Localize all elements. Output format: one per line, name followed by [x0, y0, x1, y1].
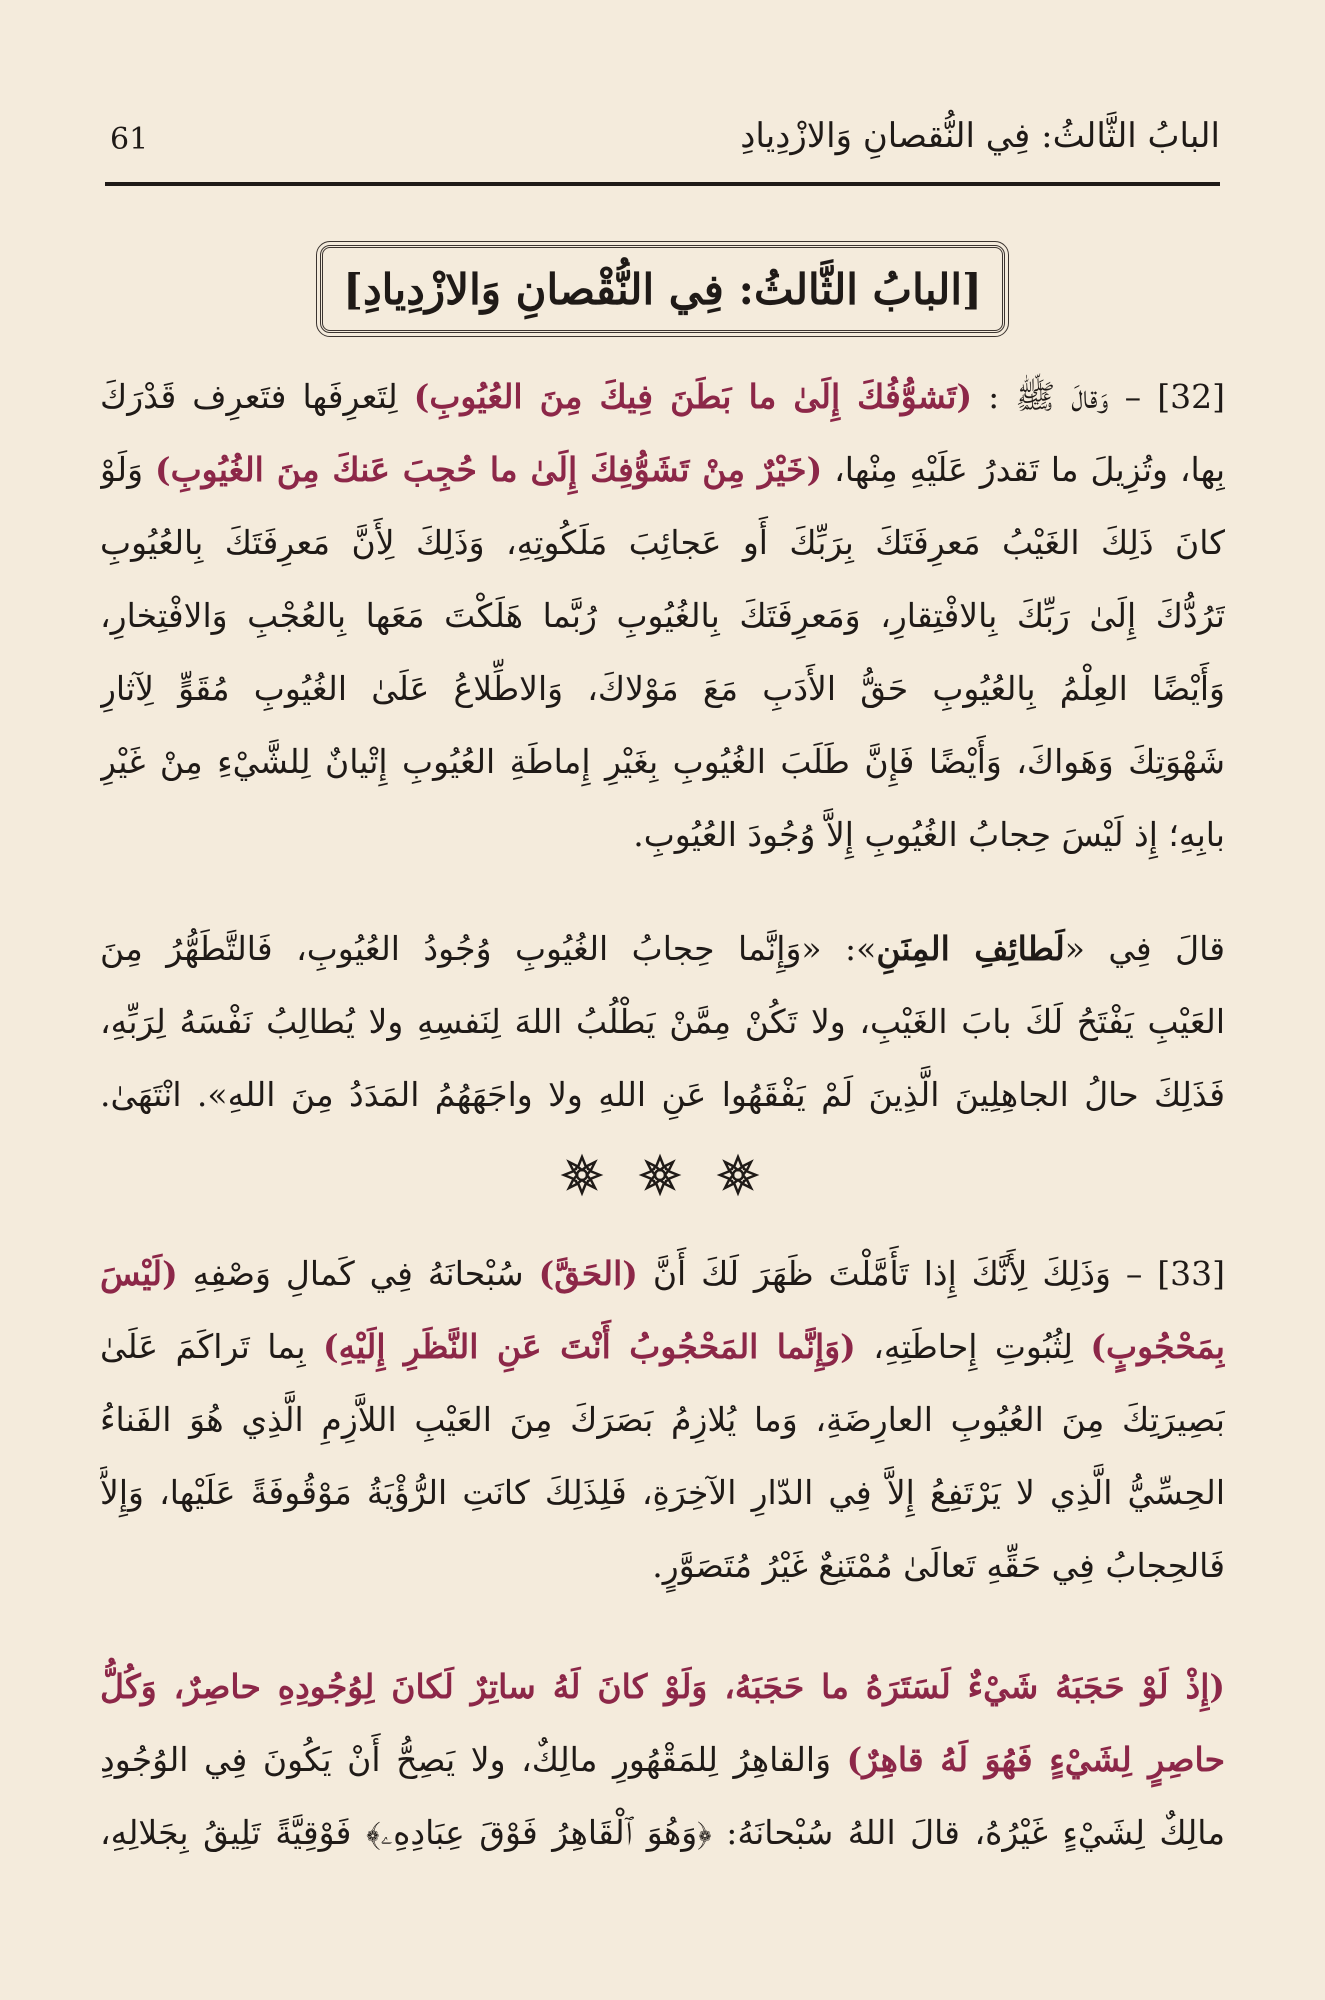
text-segment: لِثُبُوتِ إِحاطَتِهِ،	[855, 1327, 1091, 1366]
text-segment: [32] – وَقالَ ﷺ :	[972, 377, 1225, 416]
highlighted-text: (لَيْسَ	[100, 1254, 178, 1293]
highlighted-text: بِمَحْجُوبٍ)	[1090, 1327, 1225, 1366]
text-segment: وَالقاهِرُ لِلمَقْهُورِ مالِكٌ، ولا يَصِحُّ أَنْ يَكُونَ فِي الوُجُودِ	[100, 1740, 847, 1779]
text-line: بَصِيرَتِكَ مِنَ العُيُوبِ العارِضَةِ، وَما يُلازِمُ بَصَرَكَ مِنَ العَيْبِ اللاَّزِمِ الَّذِي هُوَ الفَناءُ	[100, 1400, 1225, 1439]
highlighted-text: (خَيْرٌ مِنْ تَشَوُّفِكَ إِلَىٰ ما حُجِبَ عَنكَ مِنَ الغُيُوبِ)	[154, 450, 823, 489]
paragraph-34	[100, 1650, 1225, 1869]
text-line	[100, 912, 1225, 985]
chapter-title: [البابُ الثَّالثُ: فِي النُّقْصانِ وَالازْدِيادِ]	[343, 264, 982, 314]
text-line: الحِسِّيُّ الَّذِي لا يَرْتَفِعُ إِلاَّ فِي الدّارِ الآخِرَةِ، فَلِذَلِكَ كانَتِ الرُّؤْيَةُ مَوْقُوفَةً عَلَيْها، وَإِلاَّ	[100, 1473, 1225, 1512]
text-line: تَرُدُّكَ إِلَىٰ رَبِّكَ بِالافْتِقارِ، وَمَعرِفَتَكَ بِالغُيُوبِ رُبَّما هَلَكْتَ مَعَها بِالعُجْبِ وَالافْتِخارِ،	[100, 596, 1225, 635]
text-line	[100, 1723, 1225, 1796]
text-segment: وَلَوْ	[100, 450, 155, 489]
text-line: شَهْوَتِكَ وَهَواكَ، وَأَيْضًا فَإِنَّ طَلَبَ الغُيُوبِ بِغَيْرِ إِماطَةِ العُيُوبِ إِتْيانٌ لِلشَّيْءِ مِنْ غَيْرِ	[100, 742, 1225, 781]
section-divider	[560, 1150, 760, 1200]
text-line	[100, 1237, 1225, 1310]
paragraph-32	[100, 360, 1225, 871]
text-segment: سُبْحانَهُ فِي كَمالِ وَصْفِهِ	[177, 1254, 539, 1293]
chapter-title-frame	[320, 245, 1005, 333]
text-line: وَأَيْضًا العِلْمُ بِالعُيُوبِ حَقُّ الأَدَبِ مَعَ مَوْلاكَ، وَالاطِّلاعُ عَلَىٰ الغُيُوبِ مُقَوٍّ لِآثارِ	[100, 669, 1225, 708]
flower-ornament-icon	[560, 1153, 604, 1197]
highlighted-text: (الحَقَّ)	[538, 1254, 638, 1293]
text-line: مالِكٌ لِشَيْءٍ غَيْرُهُ، قالَ اللهُ سُبْحانَهُ: ﴿وَهُوَ ٱلْقَاهِرُ فَوْقَ عِبَادِهِۦ﴾ فَوْقِيَّةً تَلِيقُ بِجَلالِهِ،	[100, 1813, 1225, 1852]
flower-ornament-icon	[716, 1153, 760, 1197]
text-line: العَيْبِ يَفْتَحُ لَكَ بابَ الغَيْبِ، ولا تَكُنْ مِمَّنْ يَطْلُبُ اللهَ لِنَفسِهِ ولا يُطالِبُ نَفْسَهُ لِرَبِّهِ،	[100, 1002, 1225, 1041]
text-segment: »: «وَإِنَّما حِجابُ الغُيُوبِ وُجُودُ العُيُوبِ، فَالتَّطَهُّرُ مِنَ	[100, 929, 877, 968]
text-segment: بِما تَراكَمَ عَلَىٰ	[100, 1327, 323, 1366]
text-line: فَذَلِكَ حالُ الجاهِلِينَ الَّذِينَ لَمْ يَفْقَهُوا عَنِ اللهِ ولا واجَهَهُمُ المَدَدُ مِنَ اللهِ». انْتَهَىٰ.	[100, 1075, 1225, 1114]
header-rule	[105, 182, 1220, 186]
text-segment: [33] – وَذَلِكَ لِأَنَّكَ إِذا تَأَمَّلْتَ ظَهَرَ لَكَ أَنَّ	[637, 1254, 1225, 1293]
paragraph-33	[100, 1237, 1225, 1602]
page-number: 61	[110, 122, 149, 157]
paragraph-lataif-quote	[100, 912, 1225, 1131]
text-line	[100, 1310, 1225, 1383]
text-segment: لِتَعرِفَها فتَعرِف قَدْرَكَ	[100, 377, 414, 416]
text-line: بابِهِ؛ إِذ لَيْسَ حِجابُ الغُيُوبِ إِلاَّ وُجُودَ العُيُوبِ.	[633, 815, 1225, 854]
highlighted-text: (وَإِنَّما المَحْجُوبُ أَنْتَ عَنِ النَّظَرِ إِلَيْهِ)	[323, 1327, 856, 1366]
highlighted-text-line: (إِذْ لَوْ حَجَبَهُ شَيْءٌ لَسَتَرَهُ ما حَجَبَهُ، وَلَوْ كانَ لَهُ ساتِرٌ لَكانَ لِوُجُودِهِ حاصِرٌ، وَكُلُّ	[100, 1667, 1225, 1706]
highlighted-text: حاصِرٍ لِشَيْءٍ فَهُوَ لَهُ قاهِرٌ)	[846, 1740, 1225, 1779]
text-segment: قالَ فِي «	[1064, 929, 1225, 968]
highlighted-text: (تَشوُّفُكَ إِلَىٰ ما بَطَنَ فِيكَ مِنَ العُيُوبِ)	[413, 377, 973, 416]
flower-ornament-icon	[638, 1153, 682, 1197]
book-title: لَطائِفِ المِنَنِ	[876, 929, 1065, 968]
text-line	[100, 433, 1225, 506]
running-header	[105, 112, 1220, 172]
text-segment: بِها، وتُزِيلَ ما تَقدرُ عَلَيْهِ مِنْها،	[822, 450, 1225, 489]
text-line	[100, 360, 1225, 433]
text-line: فَالحِجابُ فِي حَقِّهِ تَعالَىٰ مُمْتَنِعٌ غَيْرُ مُتَصَوَّرٍ.	[652, 1546, 1225, 1585]
running-title: البابُ الثَّالثُ: فِي النُّقصانِ وَالازْدِيادِ	[740, 116, 1220, 156]
text-line: كانَ ذَلِكَ الغَيْبُ مَعرِفَتَكَ بِرَبِّكَ أَو عَجائِبَ مَلَكُوتِهِ، وَذَلِكَ لِأَنَّ مَعرِفَتَكَ بِالعُيُوبِ	[100, 523, 1225, 562]
